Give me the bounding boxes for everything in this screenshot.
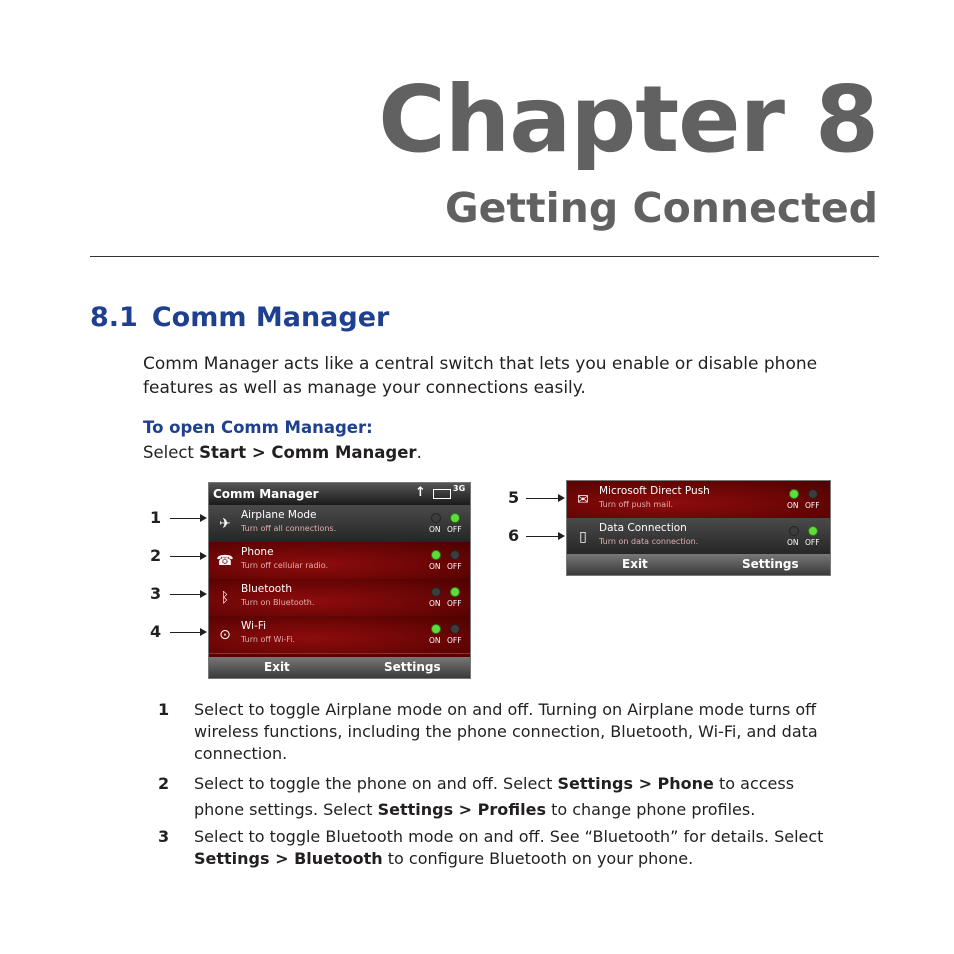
on-indicator — [789, 526, 799, 536]
antenna-icon: ↑ — [415, 485, 426, 500]
section-number: 8.1 — [90, 302, 138, 333]
callout-arrow-icon — [558, 532, 565, 540]
callout-number: 2 — [150, 546, 162, 565]
row-description: Turn off Wi-Fi. — [241, 635, 296, 644]
row-name: Data Connection — [599, 522, 687, 534]
on-indicator — [431, 513, 441, 523]
softkey-bar — [209, 657, 470, 678]
callout-line — [170, 556, 201, 557]
on-label: ON — [429, 562, 441, 571]
procedure-heading: To open Comm Manager: — [143, 418, 373, 437]
network-status: 3G — [453, 484, 466, 493]
off-label: OFF — [805, 501, 820, 510]
on-indicator — [431, 550, 441, 560]
callout-number: 3 — [150, 584, 162, 603]
on-indicator — [789, 489, 799, 499]
exit-softkey-2[interactable]: Exit — [622, 557, 648, 571]
data-connection-icon: ▯ — [579, 529, 587, 545]
callout-line — [170, 518, 201, 519]
row-name: Wi-Fi — [241, 620, 267, 632]
softkey-bar-2 — [567, 554, 830, 575]
row-description: Turn off cellular radio. — [241, 561, 329, 570]
callout-line — [526, 498, 559, 499]
row-description: Turn on data connection. — [599, 537, 699, 546]
exit-softkey[interactable]: Exit — [264, 660, 290, 674]
step-separator: > — [246, 443, 272, 462]
battery-icon — [433, 489, 451, 499]
off-indicator — [808, 489, 818, 499]
off-label: OFF — [447, 636, 462, 645]
description-text: Select to toggle the phone on and off. Select Settings > Phone to access phone settings. Select Settings > Profiles to change phone profiles. — [194, 774, 795, 819]
row-description: Turn off all connections. — [241, 524, 337, 533]
description-text: Select to toggle Airplane mode on and off. Turning on Airplane mode turns off wireless functions, including the phone connection, Bluetooth, Wi-Fi, and data connection. — [194, 700, 818, 763]
description-2 — [158, 771, 818, 819]
procedure-step — [143, 443, 422, 462]
screen-title: Comm Manager — [213, 487, 319, 501]
description-text: Select to toggle Bluetooth mode on and off. See “Bluetooth” for details. Select Settings > Bluetooth to configure Bluetooth on your phone. — [194, 827, 824, 868]
callout-arrow-icon — [200, 552, 207, 560]
screen-title-bar — [209, 483, 470, 505]
row-name: Phone — [241, 546, 274, 558]
off-indicator — [808, 526, 818, 536]
bluetooth-icon: ᛒ — [220, 590, 230, 606]
settings-softkey-2[interactable]: Settings — [742, 557, 799, 571]
callout-number: 6 — [508, 526, 520, 545]
on-label: ON — [429, 599, 441, 608]
chapter-subtitle: Getting Connected — [444, 184, 878, 232]
off-label: OFF — [447, 525, 462, 534]
callout-line — [170, 632, 201, 633]
off-indicator — [450, 624, 460, 634]
callout-arrow-icon — [200, 590, 207, 598]
chapter-title: Chapter 8 — [378, 66, 878, 173]
off-indicator — [450, 587, 460, 597]
description-number: 1 — [158, 700, 170, 719]
callout-line — [170, 594, 201, 595]
callout-number: 1 — [150, 508, 162, 527]
section-title: Comm Manager — [151, 302, 390, 333]
off-label: OFF — [447, 562, 462, 571]
callout-number: 5 — [508, 488, 520, 507]
step-prefix: Select — [143, 443, 200, 462]
description-3 — [158, 826, 824, 870]
off-label: OFF — [805, 538, 820, 547]
row-description: Turn on Bluetooth. — [241, 598, 315, 607]
on-label: ON — [429, 525, 441, 534]
row-name: Bluetooth — [241, 583, 292, 595]
divider — [90, 256, 879, 257]
comm-row-microsoft-direct-push[interactable] — [567, 481, 830, 519]
on-label: ON — [787, 538, 799, 547]
comm-row-bluetooth[interactable] — [209, 579, 470, 617]
comm-row-data-connection[interactable] — [567, 518, 830, 556]
callout-arrow-icon — [200, 514, 207, 522]
off-indicator — [450, 513, 460, 523]
description-1 — [158, 699, 818, 765]
off-label: OFF — [447, 599, 462, 608]
settings-softkey[interactable]: Settings — [384, 660, 441, 674]
intro-paragraph: Comm Manager acts like a central switch that lets you enable or disable phone features as well as manage your connections easily. — [143, 354, 818, 398]
callout-arrow-icon — [558, 494, 565, 502]
row-description: Turn off push mail. — [599, 500, 674, 509]
on-indicator — [431, 624, 441, 634]
mail-icon: ✉ — [577, 492, 589, 508]
comm-row-wi-fi[interactable] — [209, 616, 470, 654]
on-label: ON — [787, 501, 799, 510]
comm-row-airplane-mode[interactable] — [209, 505, 470, 543]
phone-icon: ☎ — [216, 553, 234, 569]
wifi-icon: ⊙ — [219, 627, 231, 643]
step-start: Start — [199, 443, 247, 462]
row-name: Airplane Mode — [241, 509, 317, 521]
airplane-icon: ✈ — [219, 516, 231, 532]
description-number: 3 — [158, 827, 170, 846]
callout-arrow-icon — [200, 628, 207, 636]
on-label: ON — [429, 636, 441, 645]
step-suffix: . — [416, 443, 422, 462]
on-indicator — [431, 587, 441, 597]
row-name: Microsoft Direct Push — [599, 485, 710, 497]
comm-manager-screen — [208, 482, 471, 679]
section-heading — [90, 302, 389, 333]
off-indicator — [450, 550, 460, 560]
step-comm-manager: Comm Manager — [271, 443, 417, 462]
comm-manager-screen-scrolled — [566, 480, 831, 576]
callout-number: 4 — [150, 622, 162, 641]
callout-line — [526, 536, 559, 537]
comm-row-phone[interactable] — [209, 542, 470, 580]
description-number: 2 — [158, 774, 170, 793]
